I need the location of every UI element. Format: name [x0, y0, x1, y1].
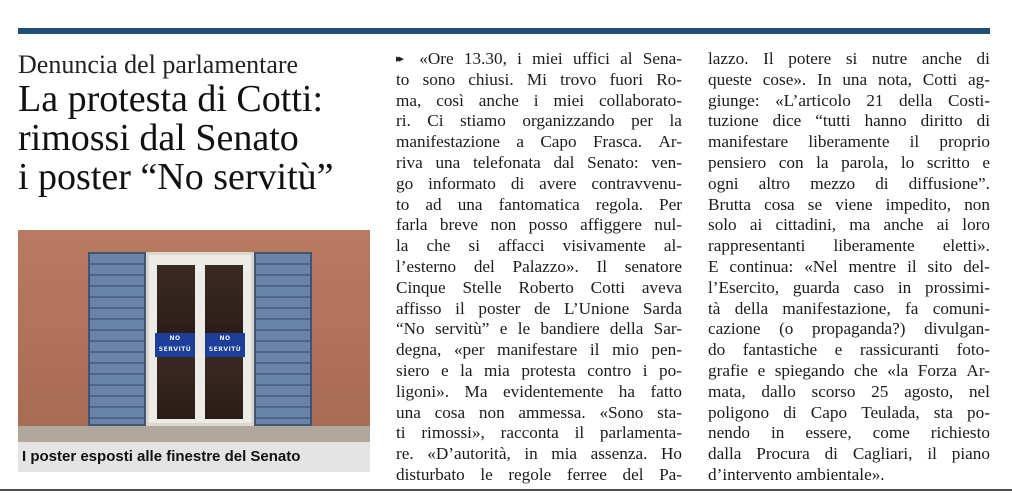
- text-line: una cosa non ammessa. «Sono sta-: [396, 402, 682, 422]
- text-line: cazione (o propaganda?) divulgan-: [708, 319, 990, 339]
- text-line: ri. Ci stiamo organizzando per la: [396, 111, 682, 131]
- text-line: to sono chiusi. Mi trovo fuori Ro-: [396, 69, 682, 89]
- top-rule: [18, 28, 990, 34]
- text-line: solo ai cittadini, ma anche ai loro: [708, 215, 990, 235]
- text-line: tà della manifestazione, fa comuni-: [708, 298, 990, 318]
- text-line: lazzo. Il potere si nutre anche di: [708, 49, 990, 68]
- article-column-2: [708, 49, 990, 486]
- text-line: E continua: «Nel mentre il sito del-: [708, 256, 990, 276]
- text-line: pensiero con la parola, lo scritto e: [708, 152, 990, 172]
- window-pane: [205, 265, 243, 337]
- no-servitu-poster: NO SERVITÙ: [155, 333, 195, 357]
- text-line: manifestare liberamente il proprio: [708, 132, 990, 152]
- text-line: rappresentanti liberamente eletti».: [708, 236, 990, 256]
- window-frame: [146, 252, 254, 426]
- photo-caption: I poster esposti alle finestre del Senato: [22, 448, 301, 465]
- text-line: riva una telefonata dal Senato: ven-: [396, 152, 682, 172]
- text-line: go informato di avere contravvenu-: [396, 173, 682, 193]
- text-line: l’esterno del Palazzo». Il senatore: [396, 256, 682, 276]
- text-line: poligono di Capo Teulada, sta po-: [708, 402, 990, 422]
- text-line: farla breve non posso affiggere nul-: [396, 215, 682, 235]
- headline-line: La protesta di Cotti:: [18, 78, 324, 120]
- text-line: disturbato le regole ferree del Pa-: [396, 464, 682, 484]
- text-line: ligoni». Ma evidentemente ha fatto: [396, 381, 682, 401]
- bottom-rule: [0, 489, 1012, 491]
- article-photo: [18, 230, 370, 442]
- text-line: do fantastiche e rassicuranti foto-: [708, 340, 990, 360]
- article-column-1: [396, 49, 682, 486]
- window-pane: [157, 347, 195, 419]
- text-line: “No servitù” e le bandiere della Sar-: [396, 319, 682, 339]
- article-kicker: Denuncia del parlamentare: [18, 50, 299, 79]
- text-line: grafie e spiegando che «la Forza Ar-: [708, 360, 990, 380]
- text-line: tuzione dice “tutti hanno diritto di: [708, 111, 990, 131]
- window-pane: [205, 347, 243, 419]
- article-headline: [18, 80, 378, 197]
- left-shutter: [88, 252, 146, 426]
- text-line: re. «D’autorità, in mia assenza. Ho: [396, 444, 682, 464]
- text-line: queste cose». In una nota, Cotti ag-: [708, 69, 990, 89]
- text-line: manifestazione a Capo Frasca. Ar-: [396, 132, 682, 152]
- headline-line: i poster “No servitù”: [18, 156, 334, 198]
- text-line: degna, «per manifestare il mio pen-: [396, 340, 682, 360]
- no-servitu-poster: NO SERVITÙ: [205, 333, 245, 357]
- text-line: Brutta cosa se viene impedito, non: [708, 194, 990, 214]
- text-line: nendo in essere, come richiesto: [708, 423, 990, 443]
- text-line: ogni altro mezzo di diffusione”.: [708, 173, 990, 193]
- text-line: ▸▸ «Ore 13.30, i miei uffici al Sena-: [396, 49, 682, 68]
- text-line: la che si affacci visivamente al-: [396, 236, 682, 256]
- text-line: mata, dallo scorso 25 agosto, nel: [708, 381, 990, 401]
- headline-line: rimossi dal Senato: [18, 117, 299, 159]
- text-line: d’intervento ambientale».: [708, 464, 885, 484]
- text-line: ti rimossi», racconta il parlamenta-: [396, 423, 682, 443]
- text-line: to ad una fantomatica regola. Per: [396, 194, 682, 214]
- text-line: siero e la mia protesta contro i po-: [396, 360, 682, 380]
- window-sill: [18, 426, 370, 442]
- right-shutter: [254, 252, 312, 426]
- text-line: giunge: «L’articolo 21 della Costi-: [708, 90, 990, 110]
- lead-marker-icon: ▸▸: [396, 52, 402, 65]
- text-line: Cinque Stelle Roberto Cotti aveva: [396, 277, 682, 297]
- window-pane: [157, 265, 195, 337]
- text-line: l’Esercito, guarda caso in prossimi-: [708, 277, 990, 297]
- text-line: dalla Procura di Cagliari, il piano: [708, 444, 990, 464]
- text-line: ma, così anche i miei collaborato-: [396, 90, 682, 110]
- text-line: affisso il poster de L’Unione Sarda: [396, 298, 682, 318]
